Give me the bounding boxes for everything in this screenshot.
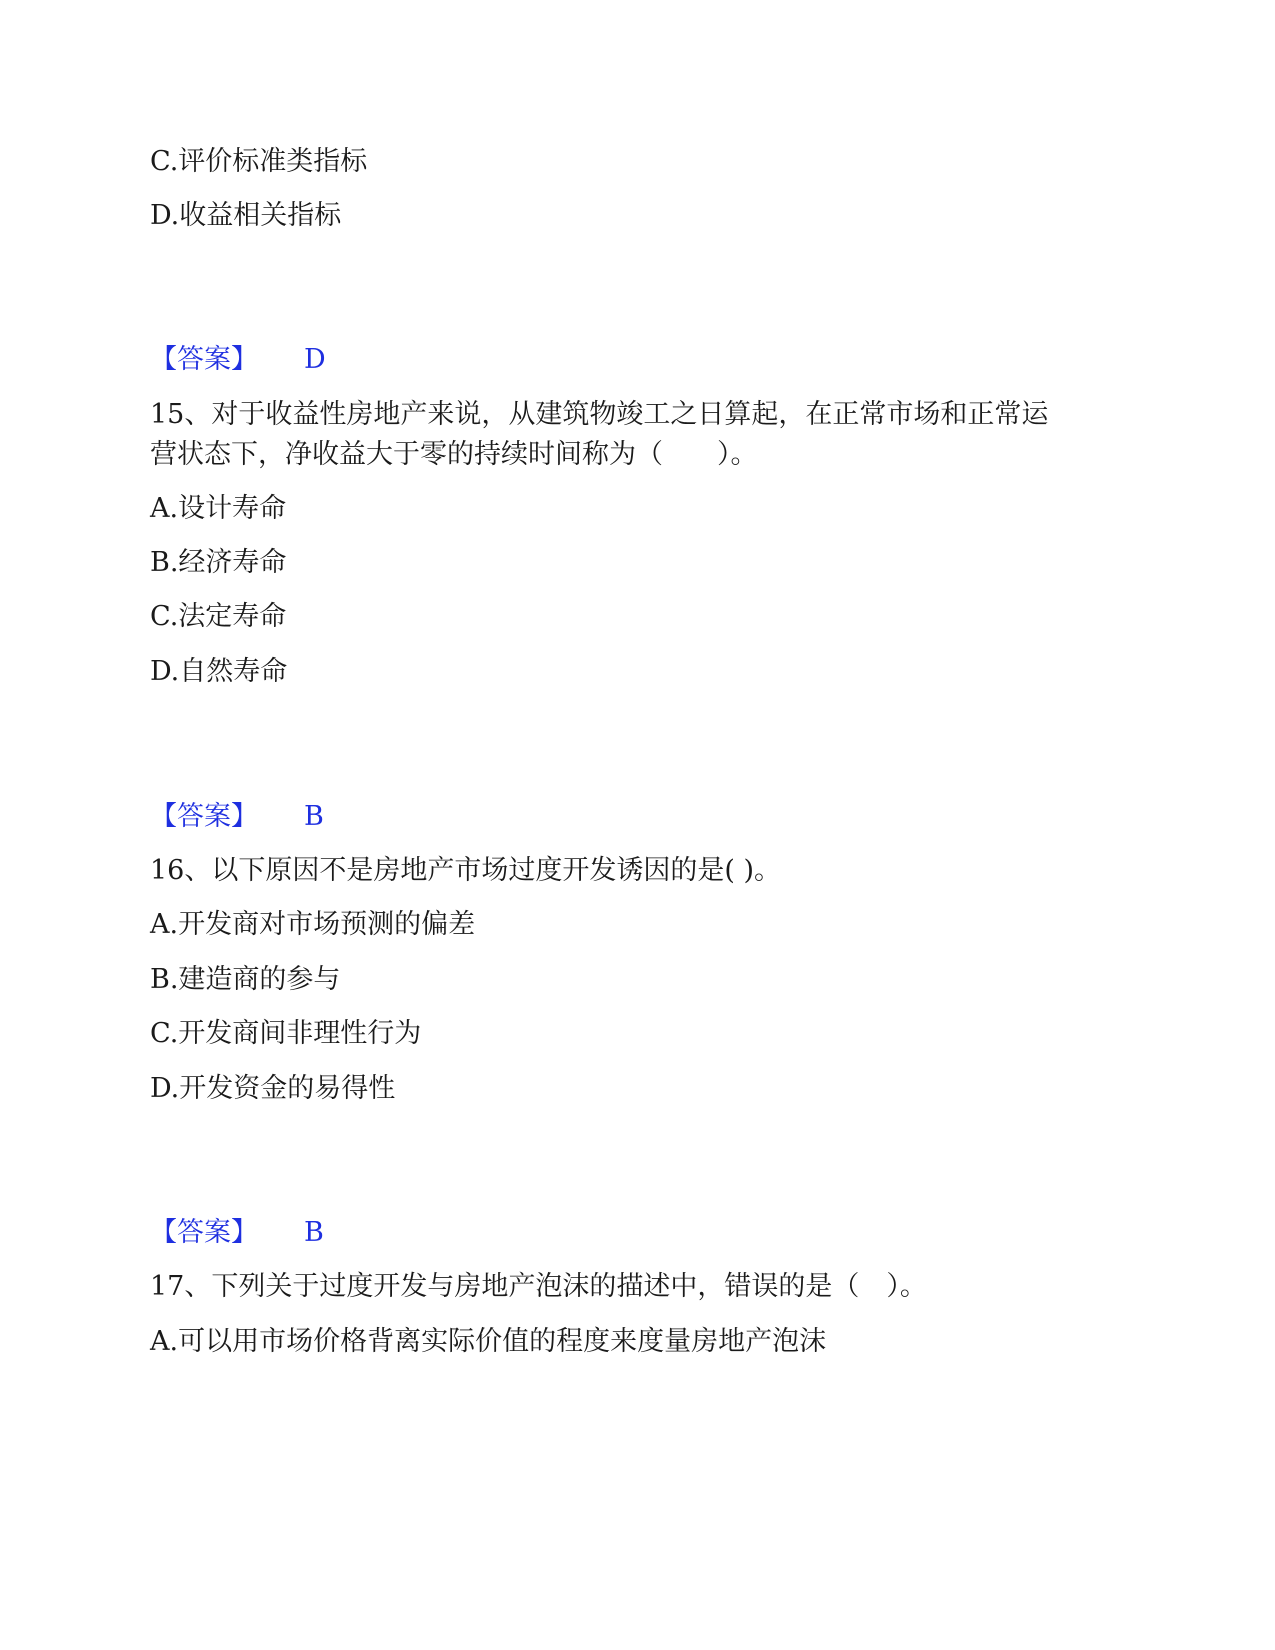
answer-label: 【答案】	[150, 801, 258, 832]
q14-answer	[150, 340, 326, 380]
answer-label: 【答案】	[150, 1217, 258, 1248]
q14-option-d: D.收益相关指标	[150, 200, 342, 231]
q16-option-b: B.建造商的参与	[150, 964, 341, 995]
q17-option-a: A.可以用市场价格背离实际价值的程度来度量房地产泡沫	[150, 1326, 827, 1357]
q14-option-c: C.评价标准类指标	[150, 146, 368, 177]
answer-value: B	[304, 801, 324, 832]
q17-stem: 17、下列关于过度开发与房地产泡沫的描述中，错误的是（ ）。	[150, 1271, 927, 1302]
q15-option-a: A.设计寿命	[150, 493, 287, 524]
q16-option-d: D.开发资金的易得性	[150, 1073, 396, 1104]
q16-option-c: C.开发商间非理性行为	[150, 1018, 422, 1049]
answer-label: 【答案】	[150, 344, 258, 375]
q15-stem-line2: 营状态下，净收益大于零的持续时间称为（ ）。	[150, 439, 758, 470]
q16-stem: 16、以下原因不是房地产市场过度开发诱因的是( )。	[150, 855, 782, 886]
q15-option-c: C.法定寿命	[150, 601, 287, 632]
q15-answer	[150, 797, 324, 837]
q16-option-a: A.开发商对市场预测的偏差	[150, 909, 476, 940]
q15-option-d: D.自然寿命	[150, 656, 288, 687]
answer-value: D	[304, 344, 326, 375]
answer-value: B	[304, 1217, 324, 1248]
q15-stem-line1: 15、对于收益性房地产来说，从建筑物竣工之日算起，在正常市场和正常运	[150, 399, 1049, 430]
q15-option-b: B.经济寿命	[150, 547, 287, 578]
q16-answer	[150, 1213, 324, 1253]
